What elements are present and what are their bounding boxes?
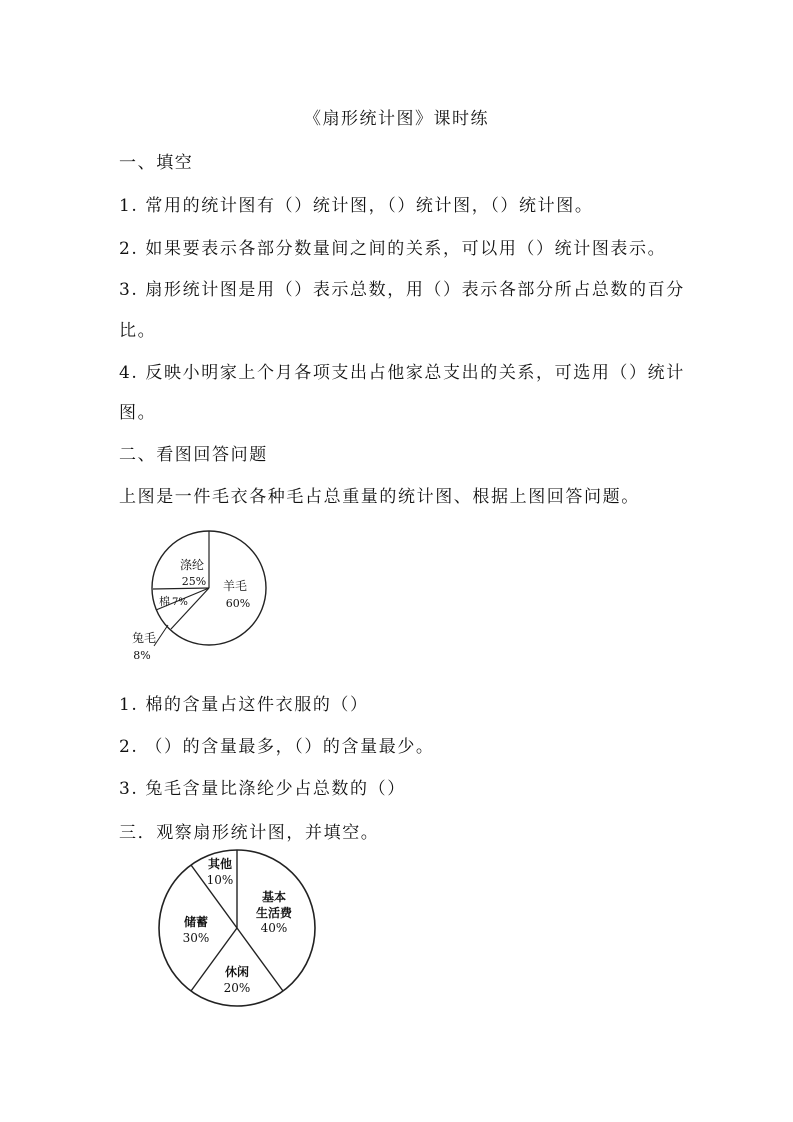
slice-label-cotton: 棉 — [159, 595, 170, 608]
slice-label-polyester: 涤纶 — [179, 558, 205, 572]
spending-pie-chart — [152, 846, 322, 1011]
label-leader-line — [154, 625, 168, 646]
slice-divider — [171, 588, 209, 629]
slice-label-basic-living-line1: 基本 — [261, 890, 287, 904]
slice-label-savings: 储蓄 — [183, 915, 209, 929]
chart-question-3: 3. 兔毛含量比涤纶少占总数的（） — [119, 779, 406, 799]
question-3: 3. 扇形统计图是用（）表示总数，用（）表示各部分所占总数的百分 — [119, 280, 685, 300]
slice-label-other: 其他 — [207, 857, 233, 871]
slice-value-rabbit-hair: 8% — [133, 649, 151, 662]
page-title: 《扇形统计图》课时练 — [304, 109, 489, 129]
section-2-intro: 上图是一件毛衣各种毛占总重量的统计图、根据上图回答问题。 — [119, 487, 640, 507]
slice-value-savings: 30% — [182, 931, 210, 945]
slice-value-wool: 60% — [225, 597, 251, 610]
slice-value-basic-living: 40% — [260, 921, 288, 935]
slice-value-cotton: 7% — [172, 597, 188, 608]
section-heading-observe-chart: 三．观察扇形统计图，并填空。 — [119, 823, 380, 843]
slice-label-basic-living-line2: 生活费 — [255, 906, 293, 920]
question-4: 4. 反映小明家上个月各项支出占他家总支出的关系，可选用（）统计 — [119, 363, 685, 383]
slice-value-polyester: 25% — [181, 575, 207, 588]
section-heading-chart-questions: 二、看图回答问题 — [119, 445, 268, 465]
wool-composition-pie-chart — [125, 529, 285, 664]
question-3-continued: 比。 — [119, 321, 157, 341]
slice-label-leisure: 休闲 — [224, 965, 250, 979]
chart-question-2: 2. （）的含量最多，（）的含量最少。 — [119, 737, 435, 757]
slice-label-wool: 羊毛 — [222, 579, 248, 593]
slice-divider — [153, 588, 209, 589]
question-4-continued: 图。 — [119, 403, 157, 423]
chart-question-1: 1. 棉的含量占这件衣服的（） — [119, 695, 369, 715]
question-2: 2. 如果要表示各部分数量间之间的关系，可以用（）统计图表示。 — [119, 239, 667, 259]
slice-value-other: 10% — [206, 873, 234, 887]
slice-value-leisure: 20% — [223, 981, 251, 995]
slice-label-rabbit-hair: 兔毛 — [131, 631, 157, 645]
section-heading-fill-blank: 一、填空 — [119, 153, 194, 173]
question-1: 1. 常用的统计图有（）统计图，（）统计图，（）统计图。 — [119, 196, 594, 216]
